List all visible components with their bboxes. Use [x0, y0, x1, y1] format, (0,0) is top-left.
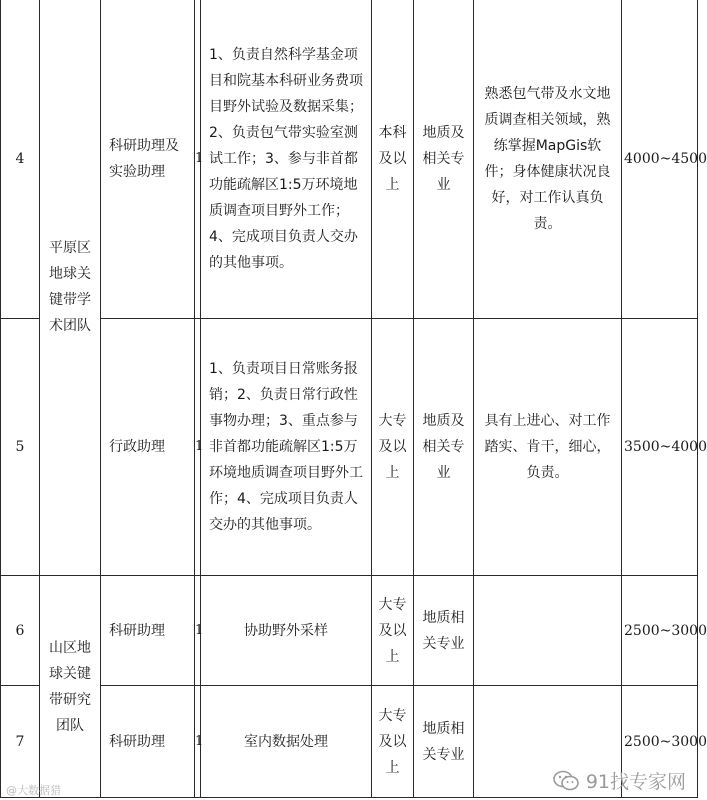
major-requirement: 地质相关专业	[414, 686, 474, 798]
other-requirements	[474, 576, 622, 686]
salary-range: 2500~3000	[622, 686, 698, 798]
education-requirement: 大专及以上	[372, 576, 414, 686]
row-number: 5	[1, 319, 40, 576]
watermark-right-text: 91找专家网	[585, 771, 686, 793]
other-requirements: 具有上进心、对工作踏实、肯干，细心，负责。	[474, 319, 622, 576]
education-requirement: 本科及以上	[372, 0, 414, 319]
major-requirement: 地质及相关专业	[414, 319, 474, 576]
table-row	[1, 319, 698, 576]
headcount: 1	[195, 0, 201, 319]
watermark-left-text: @大数据猎	[6, 784, 61, 797]
education-requirement: 大专及以上	[372, 319, 414, 576]
row-number: 6	[1, 576, 40, 686]
other-requirements: 熟悉包气带及水文地质调查相关领域，熟练掌握MapGis软件；身体健康状况良好，对工作认真负责。	[474, 0, 622, 319]
watermark-left	[6, 782, 61, 798]
job-duties: 室内数据处理	[201, 686, 372, 798]
job-duties: 1、负责项目日常账务报销；2、负责日常行政性事物办理；3、重点参与非首都功能疏解区1:5万环境地质调查项目野外工作；4、完成项目负责人交办的其他事项。	[201, 319, 372, 576]
major-requirement: 地质相关专业	[414, 576, 474, 686]
position-title: 科研助理	[101, 576, 195, 686]
major-requirement: 地质及相关专业	[414, 0, 474, 319]
job-duties: 协助野外采样	[201, 576, 372, 686]
wechat-icon	[552, 770, 580, 792]
row-number: 7	[1, 686, 40, 798]
headcount: 1	[195, 319, 201, 576]
watermark-right	[552, 767, 686, 794]
salary-range: 2500~3000	[622, 576, 698, 686]
team-name-mountain: 山区地球关键带研究团队	[40, 576, 101, 798]
position-title: 行政助理	[101, 319, 195, 576]
headcount: 1	[195, 576, 201, 686]
position-title: 科研助理及实验助理	[101, 0, 195, 319]
position-title: 科研助理	[101, 686, 195, 798]
table-row	[1, 0, 698, 319]
table-row	[1, 576, 698, 686]
education-requirement: 大专及以上	[372, 686, 414, 798]
job-duties: 1、负责自然科学基金项目和院基本科研业务费项目野外试验及数据采集；2、负责包气带实验室测试工作；3、参与非首都功能疏解区1:5万环境地质调查项目野外工作；4、完成项目负责人交办的其他事项。	[201, 0, 372, 319]
salary-range: 3500~4000	[622, 319, 698, 576]
team-name-plain: 平原区地球关键带学术团队	[40, 0, 101, 576]
headcount: 1	[195, 686, 201, 798]
salary-range: 4000~4500	[622, 0, 698, 319]
row-number: 4	[1, 0, 40, 319]
